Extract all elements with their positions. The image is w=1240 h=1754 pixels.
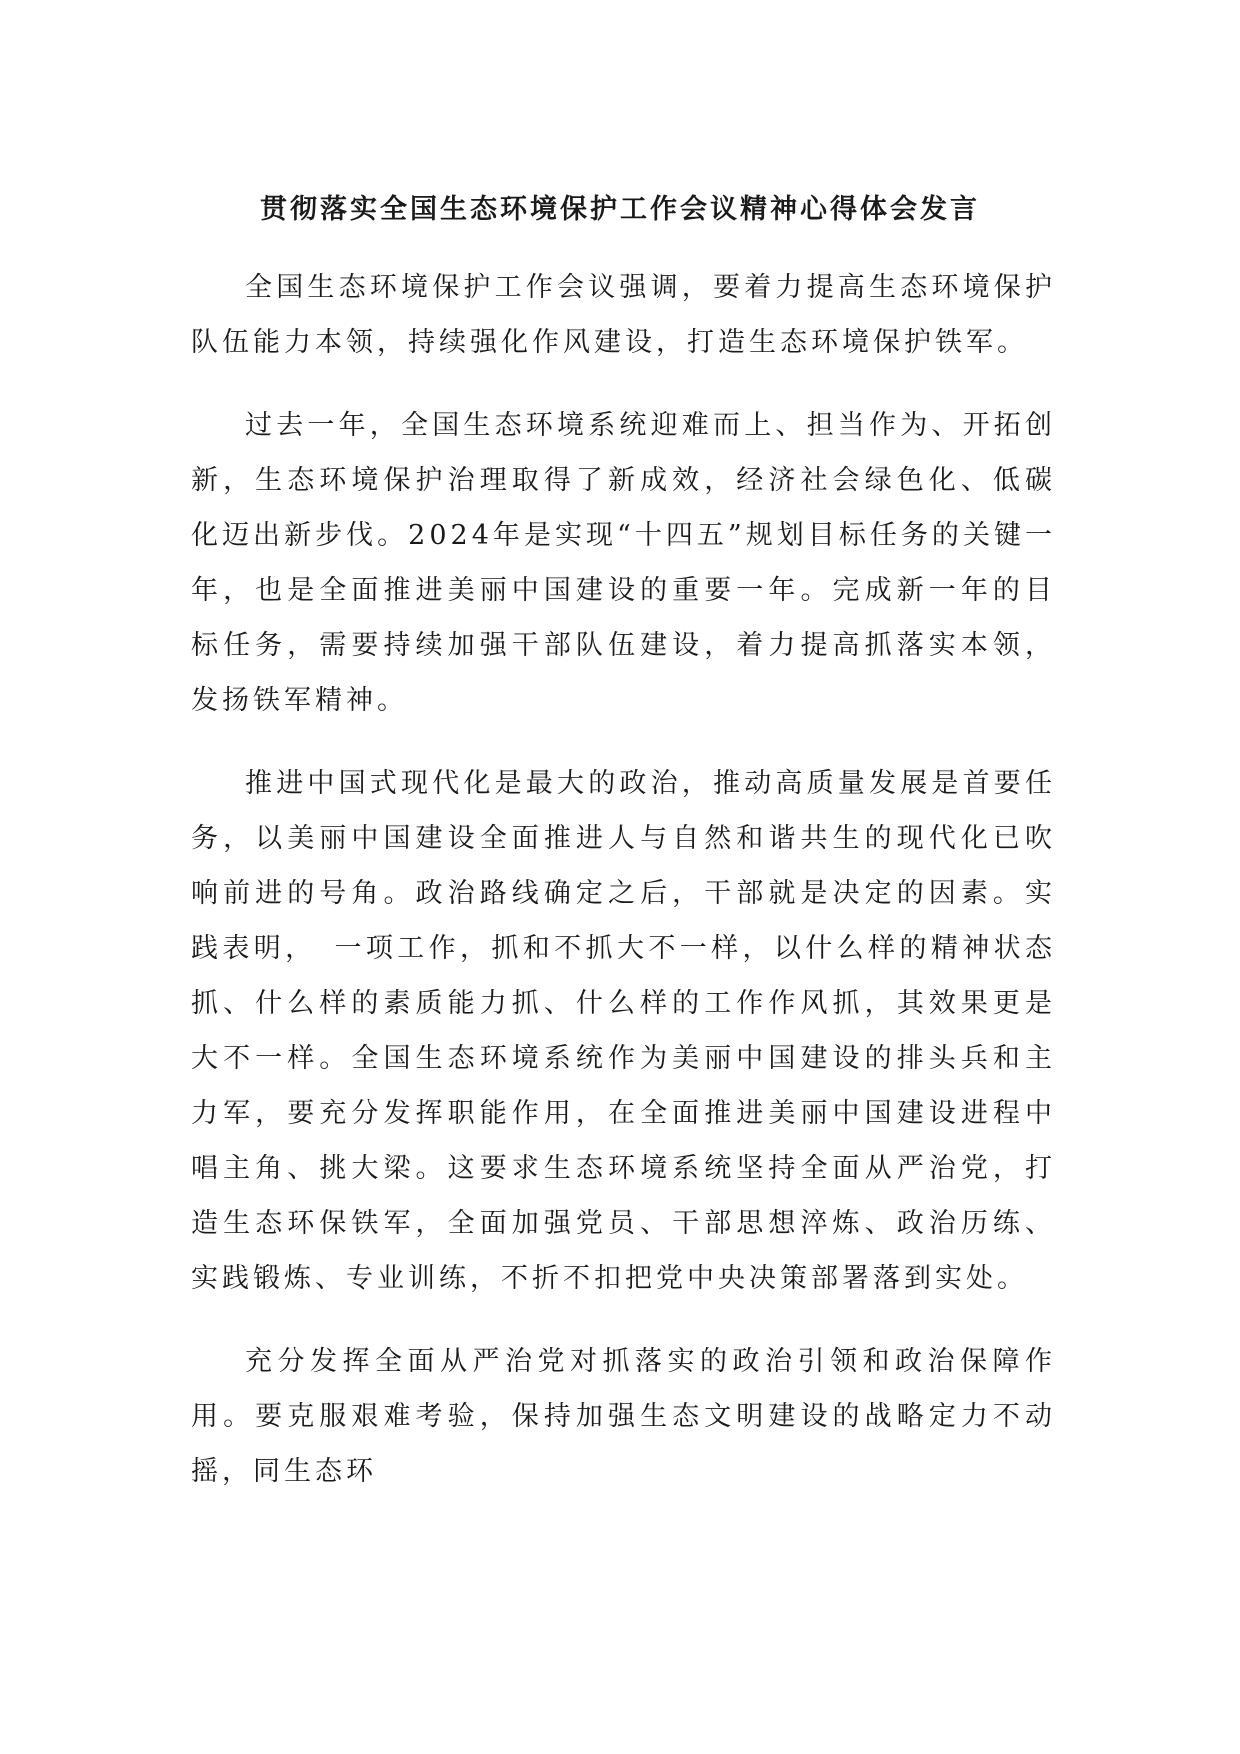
paragraph-3: 推进中国式现代化是最大的政治，推动高质量发展是首要任务，以美丽中国建设全面推进人与自然和谐共生的现代化已吹响前进的号角。政治路线确定之后，干部就是决定的因素。实践表明， 一项工作，抓和不抓大不一样，以什么样的精神状态抓、什么样的素质能力抓、什么样的工作作风抓，其效果更是大不一样。全国生态环境系统作为美丽中国建设的排头兵和主力军，要充分发挥职能作用，在全面推进美丽中国建设进程中唱主角、挑大梁。这要求生态环境系统坚持全面从严治党，打造生态环保铁军，全面加强党员、干部思想淬炼、政治历练、实践锻炼、专业训练，不折不扣把党中央决策部署落到实处。 <box>191 768 1056 1294</box>
document-title: 贯彻落实全国生态环境保护工作会议精神心得体会发言 <box>260 194 980 225</box>
paragraph-2: 过去一年，全国生态环境系统迎难而上、担当作为、开拓创新，生态环境保护治理取得了新成效，经济社会绿色化、低碳化迈出新步伐。2024年是实现“十四五”规划目标任务的关键一年，也是全面推进美丽中国建设的重要一年。完成新一年的目标任务，需要持续加强干部队伍建设，着力提高抓落实本领，发扬铁军精神。 <box>191 410 1056 716</box>
document-body <box>191 260 1056 1527</box>
paragraph-4: 充分发挥全面从严治党对抓落实的政治引领和政治保障作用。要克服艰难考验，保持加强生态文明建设的战略定力不动摇，同生态环 <box>191 1346 1056 1487</box>
paragraph-1: 全国生态环境保护工作会议强调，要着力提高生态环境保护队伍能力本领，持续强化作风建设，打造生态环境保护铁军。 <box>191 272 1056 358</box>
